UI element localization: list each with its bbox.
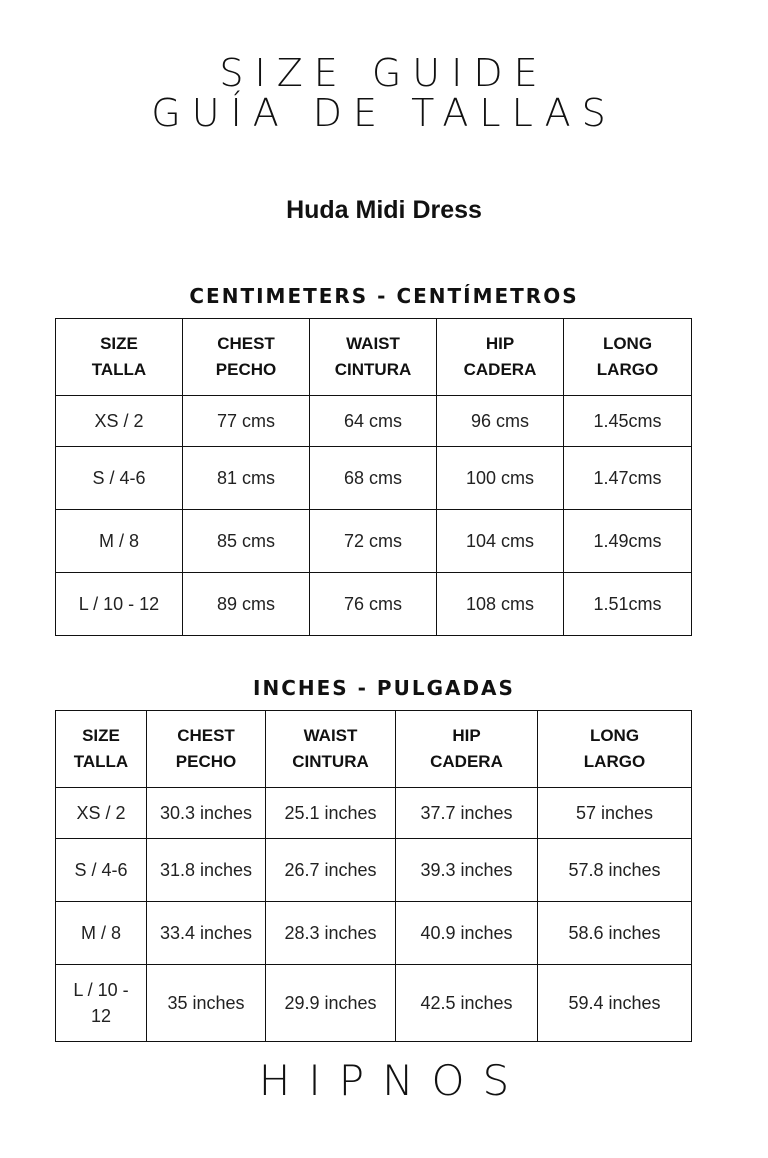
size-cell: L / 10 - 12 [56, 965, 147, 1042]
column-header-size: SIZE TALLA [56, 319, 183, 396]
table-header-row [56, 711, 692, 788]
column-header-long: LONG LARGO [538, 711, 692, 788]
table-row [56, 510, 692, 573]
hip-cell: 40.9 inches [396, 902, 538, 965]
chest-cell: 30.3 inches [147, 788, 266, 839]
column-header-waist: WAIST CINTURA [310, 319, 437, 396]
hip-cell: 100 cms [437, 447, 564, 510]
chest-cell: 85 cms [183, 510, 310, 573]
long-cell: 59.4 inches [538, 965, 692, 1042]
table-row [56, 447, 692, 510]
size-cell: L / 10 - 12 [56, 573, 183, 636]
long-cell: 58.6 inches [538, 902, 692, 965]
size-cell: M / 8 [56, 510, 183, 573]
brand-logo: HIPNOS [258, 1056, 528, 1105]
long-cell: 57 inches [538, 788, 692, 839]
product-name: Huda Midi Dress [286, 196, 482, 224]
column-header-hip: HIP CADERA [437, 319, 564, 396]
hip-cell: 42.5 inches [396, 965, 538, 1042]
table-row [56, 573, 692, 636]
page-title-spanish: GUÍA DE TALLAS [151, 91, 617, 135]
waist-cell: 28.3 inches [266, 902, 396, 965]
size-cell: S / 4-6 [56, 447, 183, 510]
hip-cell: 96 cms [437, 396, 564, 447]
size-cell: S / 4-6 [56, 839, 147, 902]
table-row [56, 396, 692, 447]
chest-cell: 33.4 inches [147, 902, 266, 965]
column-header-size: SIZE TALLA [56, 711, 147, 788]
waist-cell: 76 cms [310, 573, 437, 636]
page-title: SIZE GUIDE [219, 51, 549, 95]
table-header-row [56, 319, 692, 396]
long-cell: 1.49cms [564, 510, 692, 573]
size-cell: XS / 2 [56, 396, 183, 447]
long-cell: 1.47cms [564, 447, 692, 510]
column-header-chest: CHEST PECHO [147, 711, 266, 788]
waist-cell: 64 cms [310, 396, 437, 447]
long-cell: 1.45cms [564, 396, 692, 447]
column-header-long: LONG LARGO [564, 319, 692, 396]
chest-cell: 81 cms [183, 447, 310, 510]
hip-cell: 39.3 inches [396, 839, 538, 902]
centimeters-heading: CENTIMETERS - CENTÍMETROS [189, 284, 579, 308]
long-cell: 57.8 inches [538, 839, 692, 902]
inches-table [55, 710, 692, 1042]
table-row [56, 839, 692, 902]
table-row [56, 788, 692, 839]
waist-cell: 68 cms [310, 447, 437, 510]
waist-cell: 25.1 inches [266, 788, 396, 839]
column-header-chest: CHEST PECHO [183, 319, 310, 396]
hip-cell: 37.7 inches [396, 788, 538, 839]
chest-cell: 35 inches [147, 965, 266, 1042]
table-row [56, 965, 692, 1042]
hip-cell: 108 cms [437, 573, 564, 636]
chest-cell: 77 cms [183, 396, 310, 447]
centimeters-table [55, 318, 692, 636]
chest-cell: 89 cms [183, 573, 310, 636]
chest-cell: 31.8 inches [147, 839, 266, 902]
inches-heading: INCHES - PULGADAS [253, 676, 515, 700]
table-row [56, 902, 692, 965]
waist-cell: 29.9 inches [266, 965, 396, 1042]
hip-cell: 104 cms [437, 510, 564, 573]
waist-cell: 72 cms [310, 510, 437, 573]
waist-cell: 26.7 inches [266, 839, 396, 902]
column-header-waist: WAIST CINTURA [266, 711, 396, 788]
size-cell: XS / 2 [56, 788, 147, 839]
long-cell: 1.51cms [564, 573, 692, 636]
size-cell: M / 8 [56, 902, 147, 965]
column-header-hip: HIP CADERA [396, 711, 538, 788]
